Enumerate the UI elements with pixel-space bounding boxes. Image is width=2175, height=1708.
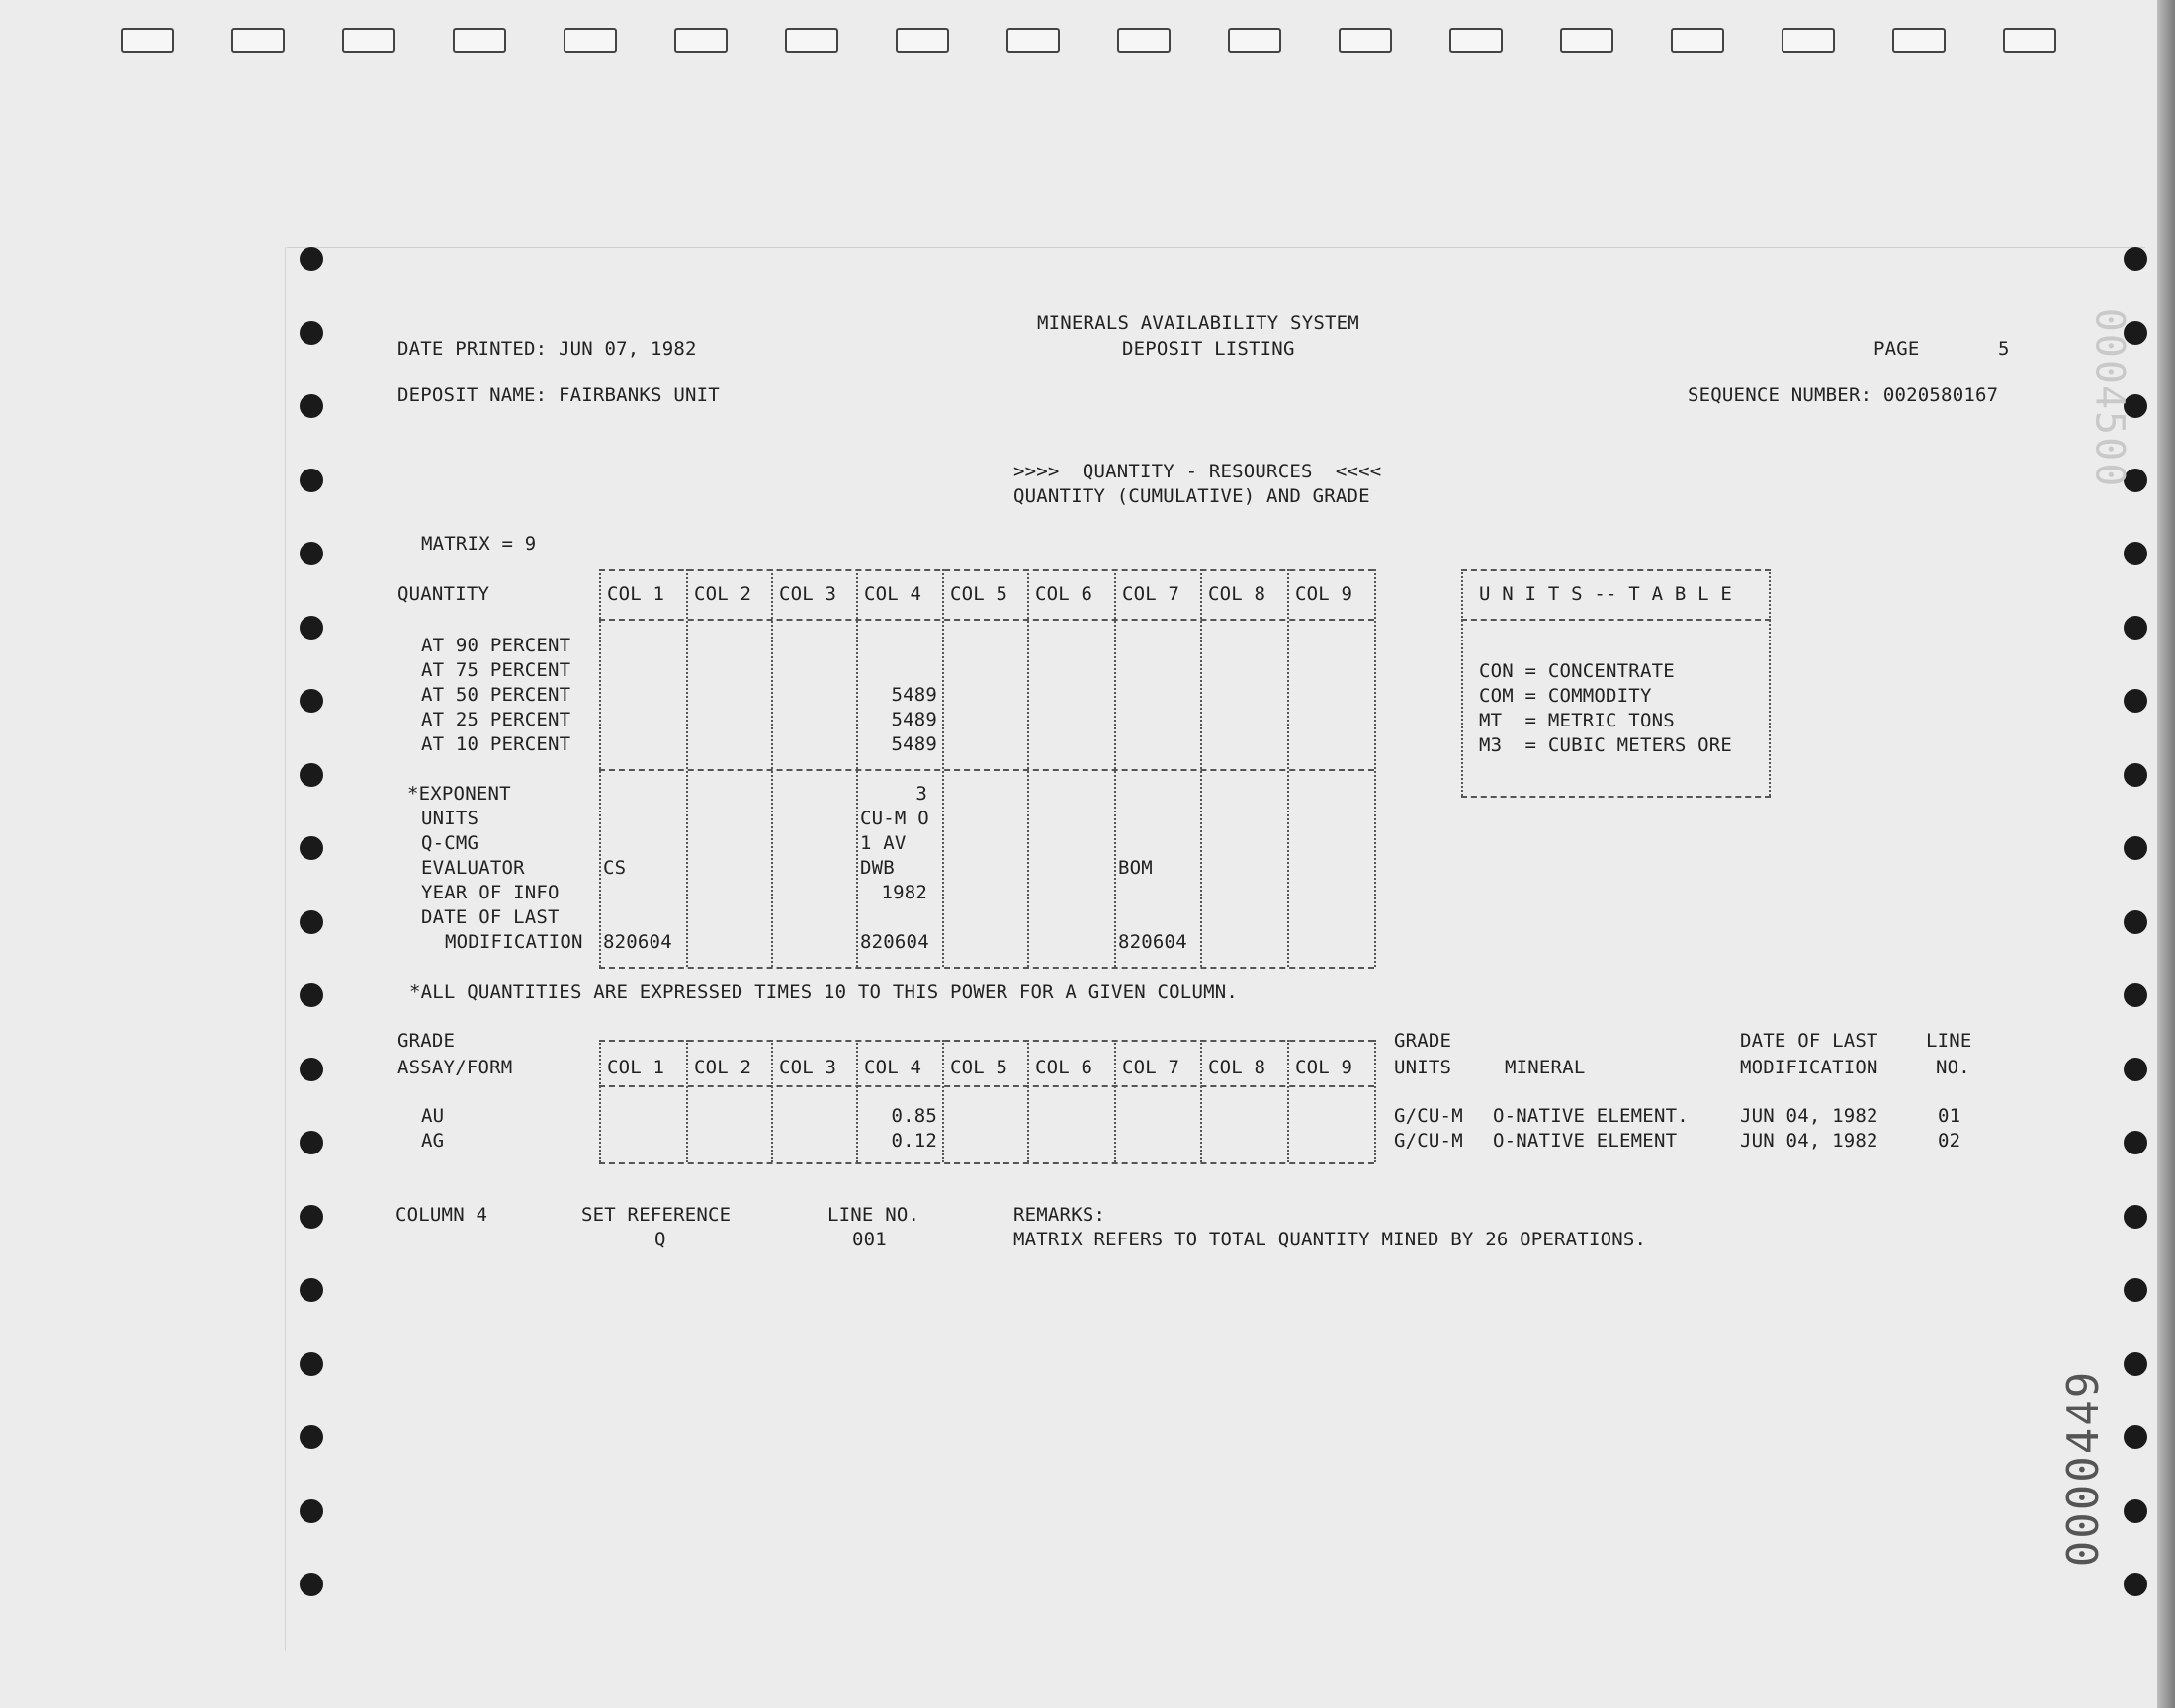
feed-tab-slot [121,28,174,53]
feed-tab-slot [1892,28,1946,53]
quantity-meta-cell: 3 [915,783,927,805]
assay-form-label: ASSAY/FORM [397,1057,513,1078]
meta-row-label: DATE OF LAST [421,906,560,928]
column-divider [771,1040,773,1162]
grade-label: GRADE [397,1030,456,1052]
column-header: COL 7 [1122,583,1180,605]
page-label: PAGE [1873,338,1920,360]
column-header: COL 3 [779,583,837,605]
listing-title: DEPOSIT LISTING [1122,338,1295,360]
feed-hole [2124,1131,2147,1154]
column-divider [1374,1040,1376,1162]
feed-tab-slot [231,28,285,53]
table-rule [599,569,1374,571]
column-divider [599,569,601,967]
feed-hole [300,321,323,345]
date-of-last-header: DATE OF LAST [1740,1030,1878,1052]
grade-units: G/CU-M [1394,1105,1463,1127]
quantity-meta-cell: CU-M O [860,808,929,829]
feed-tab-slot [674,28,728,53]
quantity-meta-cell: BOM [1118,857,1153,879]
column-header: COL 1 [607,1057,665,1078]
feed-hole [300,983,323,1007]
meta-row-label: Q-CMG [421,832,479,854]
quantity-footnote: *ALL QUANTITIES ARE EXPRESSED TIMES 10 TO THIS POWER FOR A GIVEN COLUMN. [409,982,1239,1003]
line-no-label: LINE NO. [827,1204,920,1226]
feed-tab-slot [1671,28,1724,53]
column-header: COL 8 [1208,583,1266,605]
meta-row-label: EVALUATOR [421,857,525,879]
grade-mineral: O-NATIVE ELEMENT. [1493,1105,1689,1127]
feed-hole [300,394,323,418]
column-divider [1200,569,1202,967]
column-header: COL 2 [694,583,752,605]
remarks-label: REMARKS: [1013,1204,1106,1226]
quantity-meta-cell: 1982 [881,882,927,903]
column-divider [1027,569,1029,967]
meta-row-label: *EXPONENT [407,783,511,805]
grade-cell: 0.85 [891,1105,937,1127]
feed-hole [300,542,323,565]
page-edge-shadow [2157,0,2175,1708]
grade-row-label: AU [421,1105,445,1127]
line-no-value: 001 [852,1229,887,1250]
feed-tab-slot [1449,28,1503,53]
quantity-meta-cell: CS [603,857,627,879]
grade-units-header: GRADE [1394,1030,1452,1052]
perforation-line-left [285,247,286,1651]
quantity-meta-cell: 820604 [860,931,929,953]
feed-tab-slot [1560,28,1613,53]
column-header: COL 6 [1035,583,1093,605]
deposit-name: DEPOSIT NAME: FAIRBANKS UNIT [397,384,720,406]
quantity-label: QUANTITY [397,583,490,605]
column-divider [686,569,688,967]
meta-row-label: MODIFICATION [445,931,583,953]
feed-hole [300,836,323,860]
feed-hole [300,1131,323,1154]
feed-hole [300,763,323,787]
table-rule [599,1040,1374,1042]
column-divider [1287,1040,1289,1162]
feed-hole [2124,616,2147,640]
feed-hole [300,1352,323,1376]
column-divider [856,569,858,967]
feed-hole [2124,1058,2147,1081]
feed-hole [300,1425,323,1449]
feed-hole [2124,1425,2147,1449]
system-title: MINERALS AVAILABILITY SYSTEM [1037,312,1359,334]
grade-date: JUN 04, 1982 [1740,1130,1878,1152]
matrix-label: MATRIX = 9 [421,533,537,555]
frame-number-stamp: 0000449 [2058,1369,2110,1568]
percent-row-label: AT 75 PERCENT [421,659,571,681]
units-table-top-rule [1461,569,1771,571]
units-entry: MT = METRIC TONS [1479,710,1675,731]
table-rule [599,967,1374,969]
units-entry: COM = COMMODITY [1479,685,1652,707]
column-divider [599,1040,601,1162]
column-divider [1287,569,1289,967]
faint-frame-stamp: 0004500 [2086,307,2132,489]
feed-tab-slot [2003,28,2056,53]
grade-line-no: 01 [1938,1105,1961,1127]
feed-hole [300,910,323,934]
feed-hole [2124,836,2147,860]
feed-tab-slot [564,28,617,53]
feed-tab-slot [1117,28,1171,53]
feed-tab-slot [1006,28,1060,53]
set-reference-label: SET REFERENCE [581,1204,732,1226]
column-header: COL 5 [950,1057,1008,1078]
feed-hole [300,1499,323,1523]
feed-hole [2124,1205,2147,1229]
column-header: COL 4 [864,583,922,605]
column-header: COL 8 [1208,1057,1266,1078]
percent-row-label: AT 10 PERCENT [421,733,571,755]
units-table-bottom-rule [1461,796,1771,798]
column-header: COL 4 [864,1057,922,1078]
column-divider [1374,569,1376,967]
feed-tab-slot [342,28,395,53]
sequence-number: SEQUENCE NUMBER: 0020580167 [1688,384,1999,406]
table-rule [599,1162,1374,1164]
table-rule [599,619,1374,621]
meta-row-label: YEAR OF INFO [421,882,560,903]
feed-tab-slot [1339,28,1392,53]
units-table-left-border [1461,569,1463,796]
grade-line-no: 02 [1938,1130,1961,1152]
quantity-cell: 5489 [891,709,937,730]
quantity-meta-cell: 820604 [1118,931,1187,953]
reference-column: COLUMN 4 [395,1204,488,1226]
feed-hole [300,1278,323,1302]
feed-tab-slot [1228,28,1281,53]
modification-header: MODIFICATION [1740,1057,1878,1078]
feed-hole [2124,1573,2147,1596]
quantity-meta-cell: 1 AV [860,832,907,854]
feed-hole [2124,1352,2147,1376]
line-no-header: NO. [1936,1057,1970,1078]
column-header: COL 9 [1295,583,1353,605]
feed-hole [300,1205,323,1229]
grade-units: G/CU-M [1394,1130,1463,1152]
percent-row-label: AT 50 PERCENT [421,684,571,706]
grade-units-header-2: UNITS [1394,1057,1452,1078]
column-divider [1200,1040,1202,1162]
column-divider [942,1040,944,1162]
feed-hole [2124,910,2147,934]
feed-hole [2124,763,2147,787]
feed-tab-slot [785,28,838,53]
table-rule [599,769,1374,771]
feed-hole [300,689,323,713]
set-reference-value: Q [654,1229,666,1250]
column-header: COL 6 [1035,1057,1093,1078]
perforation-line [287,247,2145,248]
feed-hole [300,1058,323,1081]
feed-hole [2124,983,2147,1007]
feed-hole [2124,247,2147,271]
grade-date: JUN 04, 1982 [1740,1105,1878,1127]
quantity-meta-cell: 820604 [603,931,672,953]
column-header: COL 3 [779,1057,837,1078]
units-table-right-border [1769,569,1771,796]
column-divider [771,569,773,967]
column-header: COL 5 [950,583,1008,605]
section-subtitle: QUANTITY (CUMULATIVE) AND GRADE [1013,485,1370,507]
column-divider [1027,1040,1029,1162]
feed-hole [2124,1278,2147,1302]
feed-hole [300,469,323,492]
units-table-title: U N I T S -- T A B L E [1479,583,1733,605]
grade-cell: 0.12 [891,1130,937,1152]
remarks-text: MATRIX REFERS TO TOTAL QUANTITY MINED BY 26 OPERATIONS. [1013,1229,1647,1250]
table-rule [599,1085,1374,1087]
mineral-header: MINERAL [1505,1057,1586,1078]
units-entry: M3 = CUBIC METERS ORE [1479,734,1733,756]
line-header: LINE [1926,1030,1972,1052]
column-divider [942,569,944,967]
units-entry: CON = CONCENTRATE [1479,660,1675,682]
feed-tab-slot [453,28,506,53]
column-header: COL 9 [1295,1057,1353,1078]
grade-mineral: O-NATIVE ELEMENT [1493,1130,1678,1152]
column-header: COL 7 [1122,1057,1180,1078]
feed-hole [300,1573,323,1596]
column-divider [1114,1040,1116,1162]
column-header: COL 1 [607,583,665,605]
meta-row-label: UNITS [421,808,479,829]
column-divider [1114,569,1116,967]
feed-hole [2124,542,2147,565]
feed-tab-slot [896,28,949,53]
column-divider [686,1040,688,1162]
feed-hole [2124,689,2147,713]
percent-row-label: AT 90 PERCENT [421,635,571,656]
percent-row-label: AT 25 PERCENT [421,709,571,730]
units-table-header-rule [1461,619,1771,621]
section-title: >>>> QUANTITY - RESOURCES <<<< [1013,461,1382,482]
date-printed: DATE PRINTED: JUN 07, 1982 [397,338,697,360]
quantity-meta-cell: DWB [860,857,895,879]
column-header: COL 2 [694,1057,752,1078]
feed-hole [300,247,323,271]
feed-hole [2124,1499,2147,1523]
tractor-feed-strip [0,28,2175,67]
quantity-cell: 5489 [891,684,937,706]
page-number: 5 [1998,338,2010,360]
grade-row-label: AG [421,1130,445,1152]
feed-hole [300,616,323,640]
feed-tab-slot [1782,28,1835,53]
quantity-cell: 5489 [891,733,937,755]
